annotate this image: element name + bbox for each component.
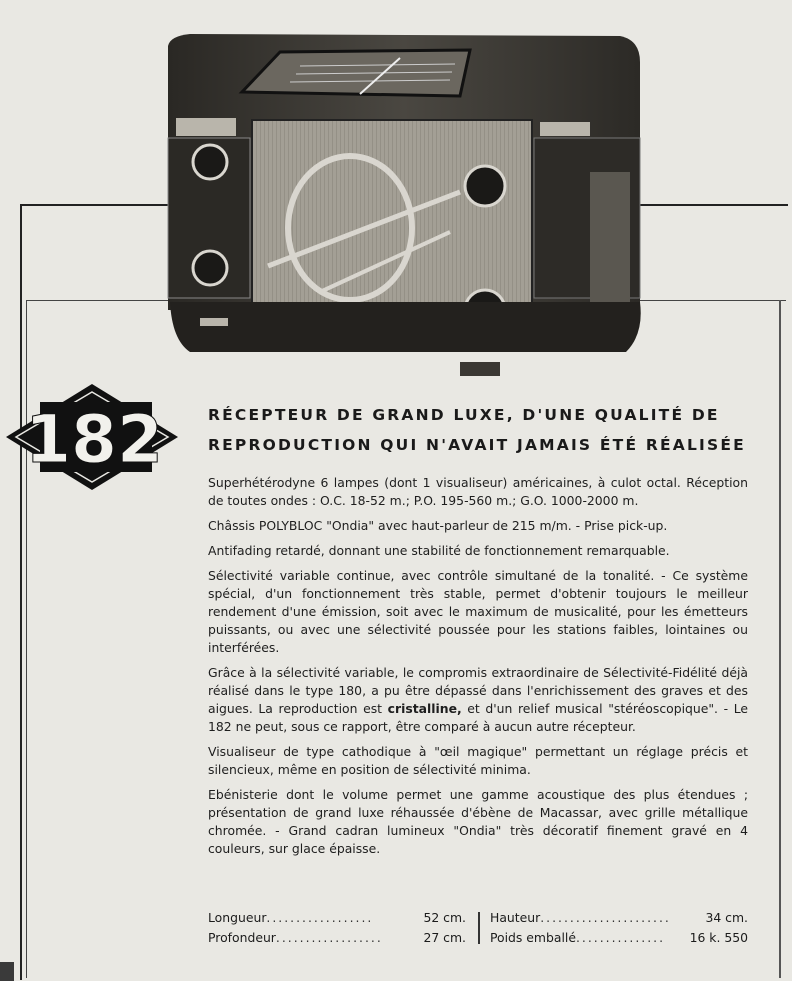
dimensions-divider [478,912,480,944]
paragraph-visualiser: Visualiseur de type cathodique à "œil magique" permettant un réglage précis et silencieux, même en position de sélectivité minima. [208,744,748,777]
dimension-value: 34 cm. [705,910,748,925]
headline-line-1: RÉCEPTEUR DE GRAND LUXE, D'UNE QUALITÉ DE [208,406,720,424]
leader-dots: .................. [275,930,383,945]
dimension-poids [490,928,748,948]
dimension-label: Poids emballé [490,930,576,945]
dimension-value: 27 cm. [423,930,466,945]
leader-dots: ...................... [540,910,671,925]
fidelity-text-a: Grâce à la sélectivité variable, le compromis extraordinaire de Sélectivité-Fidélité déjà réalisé dans le type 180, a pu être dépassé dans l'enrichissement des graves et des aigues. La reproduction est [208,665,748,716]
radio-cabinet-illustration [160,22,650,382]
paragraph-chassis: Châssis POLYBLOC "Ondia" avec haut-parleur de 215 m/m. - Prise pick-up. [208,518,668,533]
fidelity-highlight: cristalline, [387,701,462,716]
knob-top-right-icon [465,166,505,206]
paragraph-antifading: Antifading retardé, donnant une stabilité de fonctionnement remarquable. [208,543,670,558]
dimension-value: 52 cm. [423,910,466,925]
model-number-badge [4,382,180,492]
paragraph-fidelity [208,664,748,736]
paragraph-lamps: Superhétérodyne 6 lampes (dont 1 visualiseur) américaines, à culot octal. Réception de toutes ondes : O.C. 18-52 m.; P.O. 195-560 m.; G.O. 1000-2000 m. [208,475,748,508]
leader-dots: ............... [575,930,666,945]
dimensions-right-column [490,908,748,948]
dimension-longueur [208,908,466,928]
headline-line-2: REPRODUCTION QUI N'AVAIT JAMAIS ÉTÉ RÉALISÉE [208,436,746,454]
paragraph-cabinet: Ebénisterie dont le volume permet une gamme acoustique des plus étendues ; présentation de grand luxe réhaussée d'ébène de Macassar, avec grille métallique chromée. - Grand cadran lumineux "Ondia" très décoratif finement gravé en 4 couleurs, sur glace épaisse. [208,787,748,856]
fidelity-text-c: et d'un relief musical "stéréoscopique". - Le 182 ne peut, sous ce rapport, être comparé à aucun autre récepteur. [208,701,749,734]
dimension-label: Longueur [208,910,267,925]
dimension-profondeur [208,928,466,948]
leader-dots: .................. [266,910,374,925]
paragraph-selectivity: Sélectivité variable continue, avec contrôle simultané de la tonalité. - Ce système spécial, d'un fonctionnement très stable, permet d'obtenir toujours le meilleur rendement d'une émission, soit avec le maximum de musicalité, pour les émetteurs puissants, ou avec une sélectivité poussée pour les stations faibles, lointaines ou interférées. [208,568,748,655]
knob-top-left-icon [193,145,227,179]
dimension-hauteur [490,908,748,928]
cabinet-base [170,302,641,352]
frame-right-rule [779,300,781,978]
dimension-label: Hauteur [490,910,541,925]
description-body [208,474,748,865]
model-number-text: 182 [25,401,163,478]
headline [208,400,748,460]
dimension-label: Profondeur [208,930,276,945]
margin-scan-mark [0,962,14,981]
dimensions-left-column [208,908,466,948]
dimension-value: 16 k. 550 [689,930,748,945]
knob-bottom-left-icon [193,251,227,285]
